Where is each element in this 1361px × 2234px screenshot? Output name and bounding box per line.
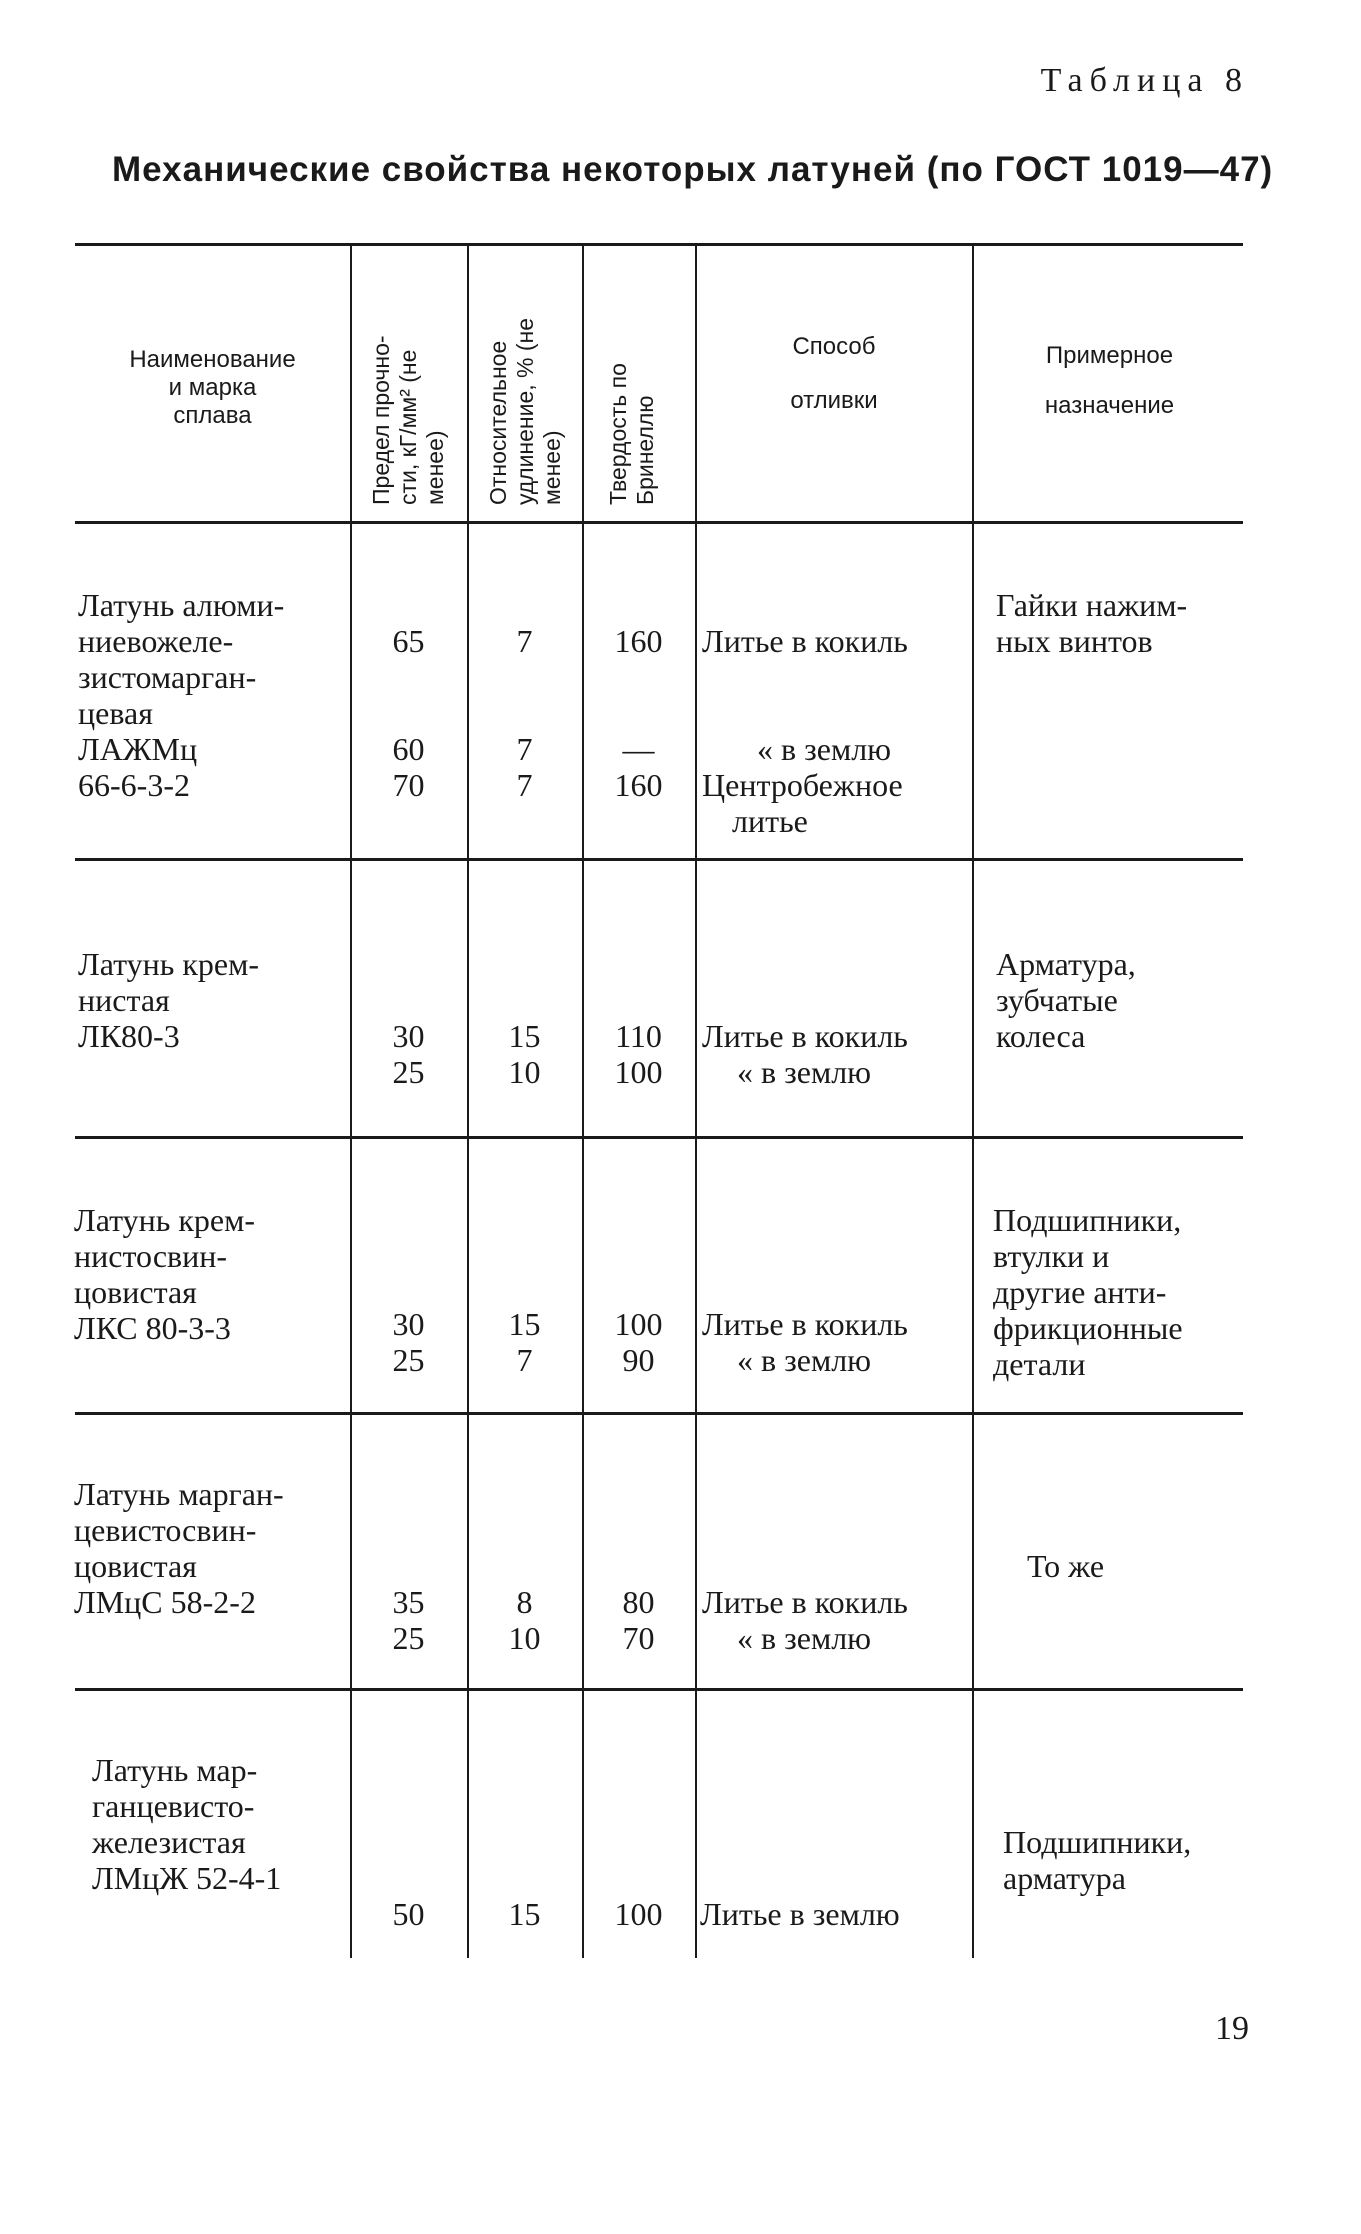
alloy-name: Латунь крем- нистосвин- цовистая ЛКС 80-3-3	[74, 1202, 256, 1346]
casting-method: Литье в кокиль « в землю Центробежное литье	[702, 623, 908, 839]
header-strength: Предел прочно- сти, кГ/мм² (не менее)	[368, 335, 448, 505]
elongation-values: 15	[508, 1896, 541, 1932]
elongation-values: 15 7	[508, 1306, 541, 1378]
purpose: То же	[1027, 1548, 1105, 1584]
elongation-values: 8 10	[508, 1584, 541, 1656]
strength-values: 30 25	[392, 1306, 425, 1378]
header-elongation: Относительное удлинение, % (не менее)	[485, 317, 565, 505]
strength-values: 30 25	[392, 1018, 425, 1090]
header-hardness: Твердость по Бринеллю	[605, 363, 658, 505]
hardness-values: 100 90	[614, 1306, 663, 1378]
header-casting: Способ отливки	[790, 333, 878, 414]
casting-method: Литье в кокиль « в землю	[702, 1306, 908, 1378]
page-number: 19	[1215, 2010, 1249, 2047]
casting-method: Литье в кокиль « в землю	[702, 1584, 908, 1656]
elongation-values: 7 7 7	[516, 623, 533, 803]
purpose: Подшипники, втулки и другие анти- фрикционные детали	[993, 1202, 1183, 1382]
strength-values: 35 25	[392, 1584, 425, 1656]
hardness-values: 80 70	[622, 1584, 655, 1656]
strength-values: 50	[392, 1896, 425, 1932]
hardness-values: 110 100	[614, 1018, 663, 1090]
alloy-name: Латунь марган- цевистосвин- цовистая ЛМцС 58-2-2	[74, 1476, 284, 1620]
hardness-values: 160 — 160	[614, 623, 663, 803]
column-divider	[972, 246, 974, 1958]
casting-method: Литье в землю	[700, 1896, 900, 1932]
header-name: Наименование и марка сплава	[129, 346, 296, 429]
hardness-values: 100	[614, 1896, 663, 1932]
table-top-rule	[75, 243, 1243, 246]
purpose: Подшипники, арматура	[1003, 1824, 1192, 1896]
strength-values: 65 60 70	[392, 623, 425, 803]
casting-method: Литье в кокиль « в землю	[702, 1018, 908, 1090]
row-divider	[75, 1136, 1243, 1139]
table-title: Механические свойства некоторых латуней (по ГОСТ 1019—47)	[112, 150, 1274, 189]
alloy-name: Латунь алюми- ниевожеле- зистомарган- цевая ЛАЖМц 66-6-3-2	[78, 587, 285, 803]
column-divider	[695, 246, 697, 1958]
header-bottom-rule	[75, 521, 1243, 524]
purpose: Гайки нажим- ных винтов	[996, 587, 1188, 659]
row-divider	[75, 858, 1243, 861]
elongation-values: 15 10	[508, 1018, 541, 1090]
purpose: Арматура, зубчатые колеса	[996, 946, 1136, 1054]
header-purpose: Примерное назначение	[1044, 342, 1175, 419]
alloy-name: Латунь крем- нистая ЛК80-3	[78, 946, 260, 1054]
table-label: Таблица 8	[1040, 62, 1249, 99]
alloy-name: Латунь мар- ганцевисто- железистая ЛМцЖ 52-4-1	[92, 1752, 282, 1896]
